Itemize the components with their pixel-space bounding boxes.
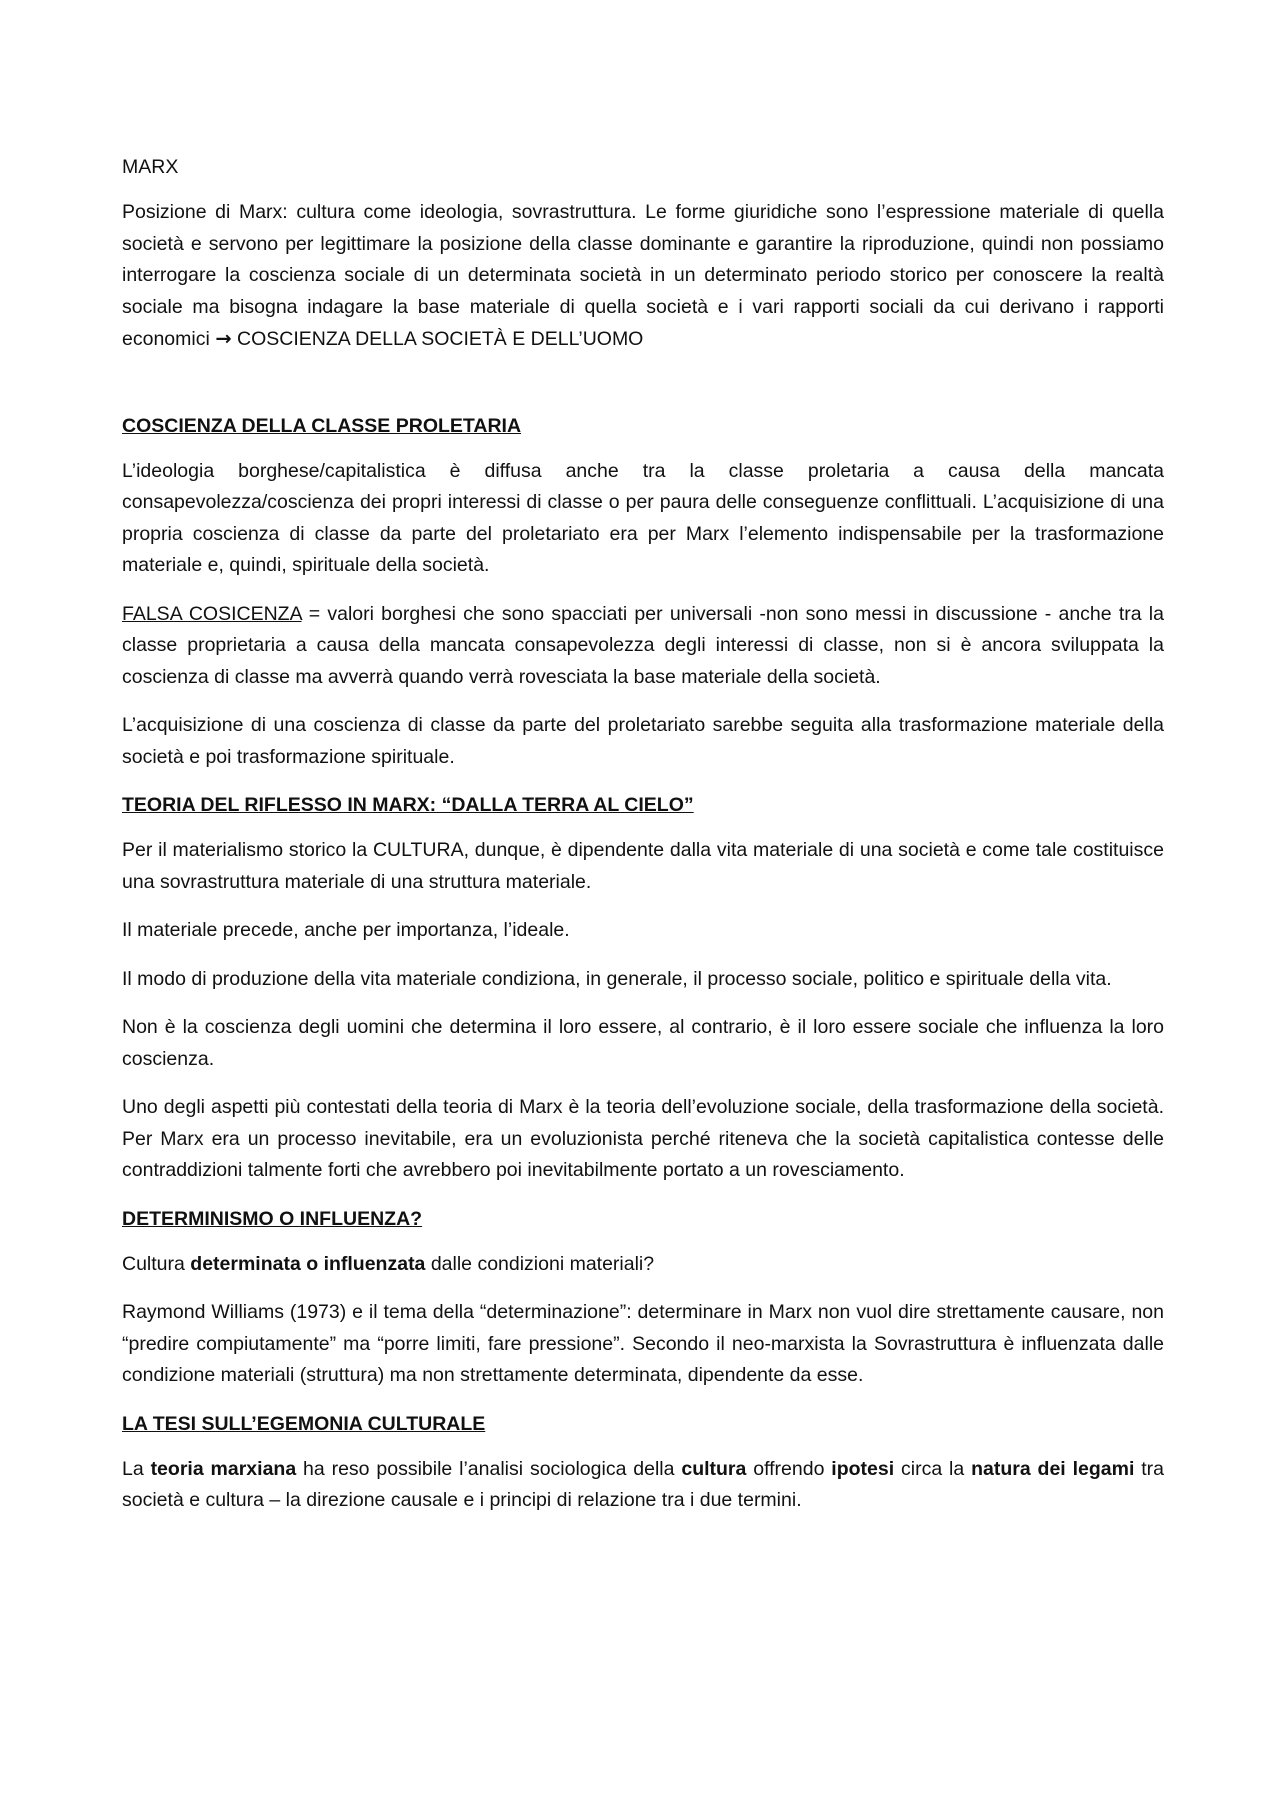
paragraph-marx-position [122,197,1164,356]
document-title: MARX [122,156,179,178]
right-arrow-icon: → [215,327,232,350]
paragraph-conclusion: COSCIENZA DELLA SOCIETÀ E DELL’UOMO [236,328,644,350]
paragraph-materiale-precede: Il materiale precede, anche per importanza, l’ideale. [122,919,570,941]
paragraph-teoria-marxiana [122,1454,1164,1517]
bold-text: cultura [681,1457,747,1480]
heading-determinismo-influenza: DETERMINISMO O INFLUENZA? [122,1207,423,1230]
heading-coscienza-classe-proletaria: COSCIENZA DELLA CLASSE PROLETARIA [122,414,522,437]
bold-text: teoria marxiana [150,1457,297,1480]
text-segment: offrendo [746,1457,832,1480]
text-segment: circa la [894,1457,972,1480]
paragraph-evoluzione-sociale: Uno degli aspetti più contestati della teoria di Marx è la teoria dell’evoluzione sociale, della trasformazione della società. Per Marx era un processo inevitabile, era un evoluzionista perché riteneva che la società capitalistica contesse delle contraddizioni talmente forti che avrebbero poi inevitabilmente portato a un rovesciamento. [122,1096,1164,1181]
paragraph-materialismo-storico: Per il materialismo storico la CULTURA, dunque, è dipendente dalla vita materiale di una società e come tale costituisce una sovrastruttura materiale di una struttura materiale. [122,839,1164,893]
bold-text: natura dei legami [971,1457,1135,1480]
text-segment: Cultura [122,1252,191,1275]
paragraph-cultura-determinata [122,1249,1164,1281]
heading-egemonia-culturale: LA TESI SULL’EGEMONIA CULTURALE [122,1412,486,1435]
text-segment: ha reso possibile l’analisi sociologica della [296,1457,682,1480]
heading-teoria-riflesso: TEORIA DEL RIFLESSO IN MARX: “DALLA TERRA AL CIELO” [122,794,694,816]
paragraph-falsa-coscienza [122,599,1164,694]
paragraph-modo-produzione: Il modo di produzione della vita materiale condiziona, in generale, il processo sociale, politico e spirituale della vita. [122,967,1112,990]
term-falsa-coscienza: FALSA COSICENZA [122,602,302,625]
text-segment: dalle condizioni materiali? [425,1252,655,1275]
paragraph-raymond-williams: Raymond Williams (1973) e il tema della “determinazione”: determinare in Marx non vuol dire strettamente causare, non “predire compiutamente” ma “porre limiti, fare pressione”. Secondo il neo-marxista la Sovrastruttura è influenzata dalle condizione materiali (struttura) ma non strettamente determinata, dipendente da esse. [122,1301,1164,1386]
definition-text: = valori borghesi che sono spacciati per universali -non sono messi in discussione - anche tra la classe proprietaria a causa della mancata consapevolezza degli interessi di classe, non si è ancora sviluppata la coscienza di classe ma avverrà quando verrà rovesciata la base materiale della società. [122,602,1164,688]
paragraph-coscienza-uomini: Non è la coscienza degli uomini che determina il loro essere, al contrario, è il loro essere sociale che influenza la loro coscienza. [122,1016,1164,1070]
paragraph-ideologia-borghese: L’ideologia borghese/capitalistica è diffusa anche tra la classe proletaria a causa della mancata consapevolezza/coscienza dei propri interessi di classe o per paura delle conseguenze conflittuali. L’acquisizione di una propria coscienza di classe da parte del proletariato era per Marx l’elemento indispensabile per la trasformazione materiale e, quindi, spirituale della società. [122,459,1164,576]
paragraph-text: Posizione di Marx: cultura come ideologia, sovrastruttura. Le forme giuridiche sono l’espressione materiale di quella società e servono per legittimare la posizione della classe dominante e garantire la riproduzione, quindi non possiamo interrogare la coscienza sociale di un determinata società in un determinato periodo storico per conoscere la realtà sociale ma bisogna indagare la base materiale di quella società e i vari rapporti sociali da cui derivano i rapporti economici [122,201,1164,350]
bold-text: ipotesi [831,1457,895,1480]
spacer [122,373,1164,411]
text-segment: La [122,1457,151,1480]
bold-text: determinata o influenzata [190,1252,426,1275]
paragraph-acquisizione-coscienza: L’acquisizione di una coscienza di classe da parte del proletariato sarebbe seguita alla trasformazione materiale della società e poi trasformazione spirituale. [122,714,1164,768]
text-segment: tra società e cultura – la direzione causale e i principi di relazione tra i due termini. [122,1457,1164,1511]
